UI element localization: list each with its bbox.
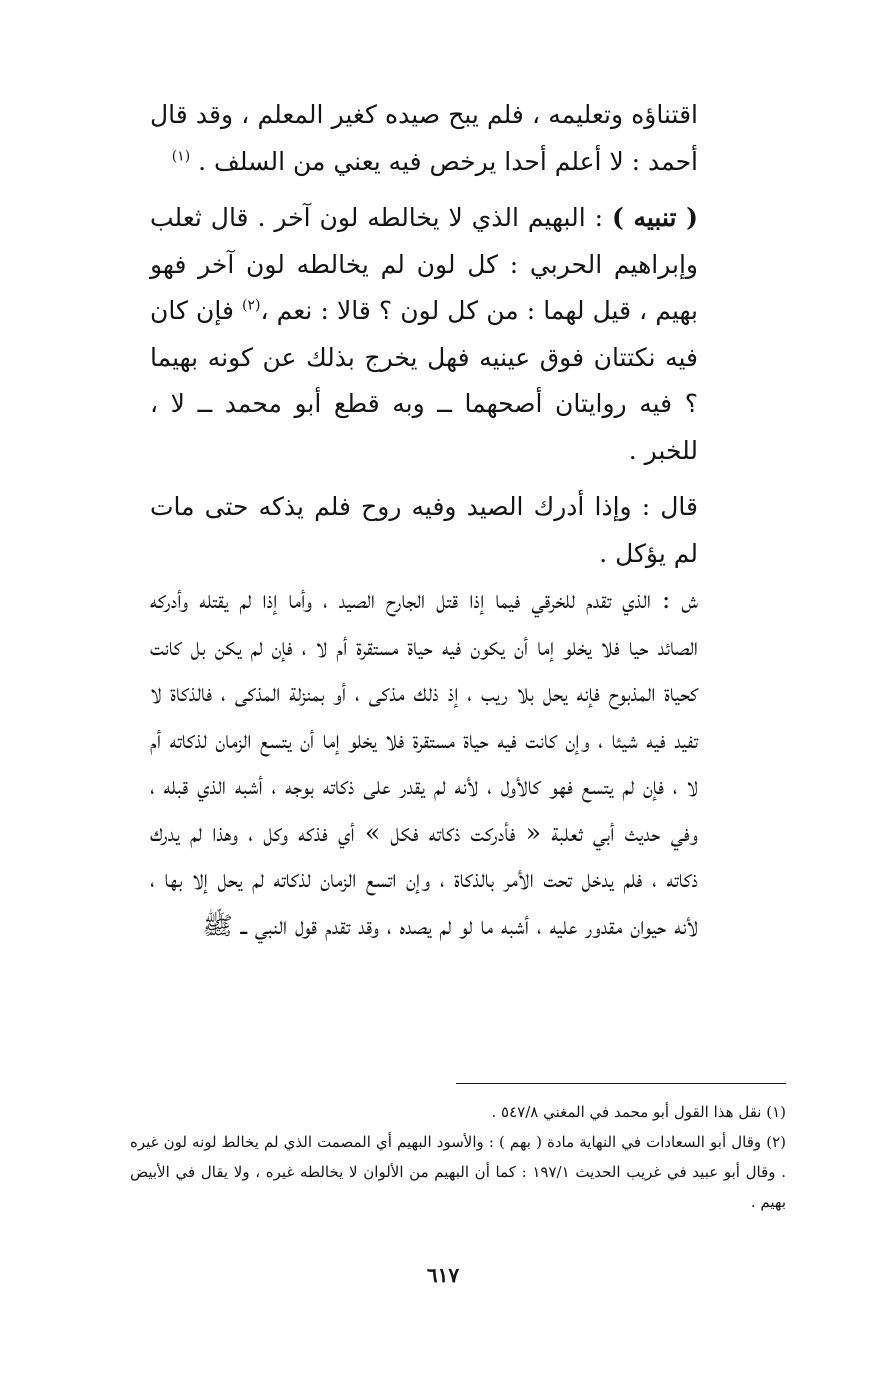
footnotes xyxy=(130,1097,786,1217)
footnote-divider xyxy=(456,1083,786,1084)
page-number: ٦١٧ xyxy=(426,1263,460,1287)
note-label: ( تنبيه ) xyxy=(611,203,698,232)
footnote-ref-1: (١) xyxy=(171,148,191,165)
footnote-ref-2: (٢) xyxy=(242,297,261,314)
honorific-glyph: ﷺ xyxy=(202,910,233,940)
main-text xyxy=(150,92,698,949)
paragraph-2-text-b: فإن كان فيه نكتتان فوق عينيه فهل يخرج بذلك عن كونه بهيما ؟ فيه روايتان أصحهما ــ وبه قطع أبو محمد ــ لا ، للخبر . xyxy=(150,296,698,465)
footnote-1: (١) نقل هذا القول أبو محمد في المغني ٥٤٧/٨ . xyxy=(491,1103,786,1121)
paragraph-4-text: ش : الذي تقدم للخرقي فيما إذا قتل الجارح الصيد ، وأما إذا لم يقتله وأدركه الصائد حيا فلا يخلو إما أن يكون فيه حياة مستقرة أم لا ، فإن لم يكن بل كانت كحياة المذبوح فإنه يحل بلا ريب ، إذ ذلك مذكى ، أو بمنزلة المذكى ، فالذكاة لا تفيد فيه شيئا ، وإن كانت فيه حياة مستقرة فلا يخلو إما أن يتسع الزمان لذكاته أم لا ، فإن لم يتسع فهو كالأول ، لأنه لم يقدر على ذكاته بوجه ، أشبه الذي قبله ، وفي حديث أبي ثعلبة « فأدركت ذكاته فكل » أي فذكه وكل ، وهذا لم يدرك ذكاته ، فلم يدخل تحت الأمر بالذكاة ، وإن اتسع الزمان لذكاته لم يحل إلا بها ، لأنه حيوان مقدور عليه ، أشبه ما لو لم يصده ، وقد تقدم قول النبي ــ xyxy=(150,585,698,940)
paragraph-1-line-1: اقتناؤه وتعليمه ، فلم يبح صيده كغير المعلم ، وقد قال xyxy=(150,100,698,129)
paragraph-2-text-a: : البهيم الذي لا يخالطه لون آخر . قال ثعلب وإبراهيم الحربي : كل لون لم يخالطه لون آخر فهو بهيم ، قيل لهما : من كل لون ؟ قالا : نعم ، xyxy=(150,203,699,325)
paragraph-2 xyxy=(150,195,698,474)
paragraph-1 xyxy=(150,92,698,185)
paragraph-3: قال : وإذا أدرك الصيد وفيه روح فلم يذكه حتى مات لم يؤكل . xyxy=(150,492,698,568)
paragraph-4 xyxy=(150,577,698,949)
footnote-2: (٢) وقال أبو السعادات في النهاية مادة ( بهم ) : والأسود البهيم أي المصمت الذي لم يخالط لونه لون غيره . وقال أبو عبيد في غريب الحديث ١٩٧/١ : كما أن البهيم من الألوان لا يخالطه غيره ، ولا يقال في الأبيض بهيم . xyxy=(130,1133,786,1211)
paragraph-1-line-2: أحمد : لا أعلم أحدا يرخص فيه يعني من السلف . xyxy=(198,146,698,176)
